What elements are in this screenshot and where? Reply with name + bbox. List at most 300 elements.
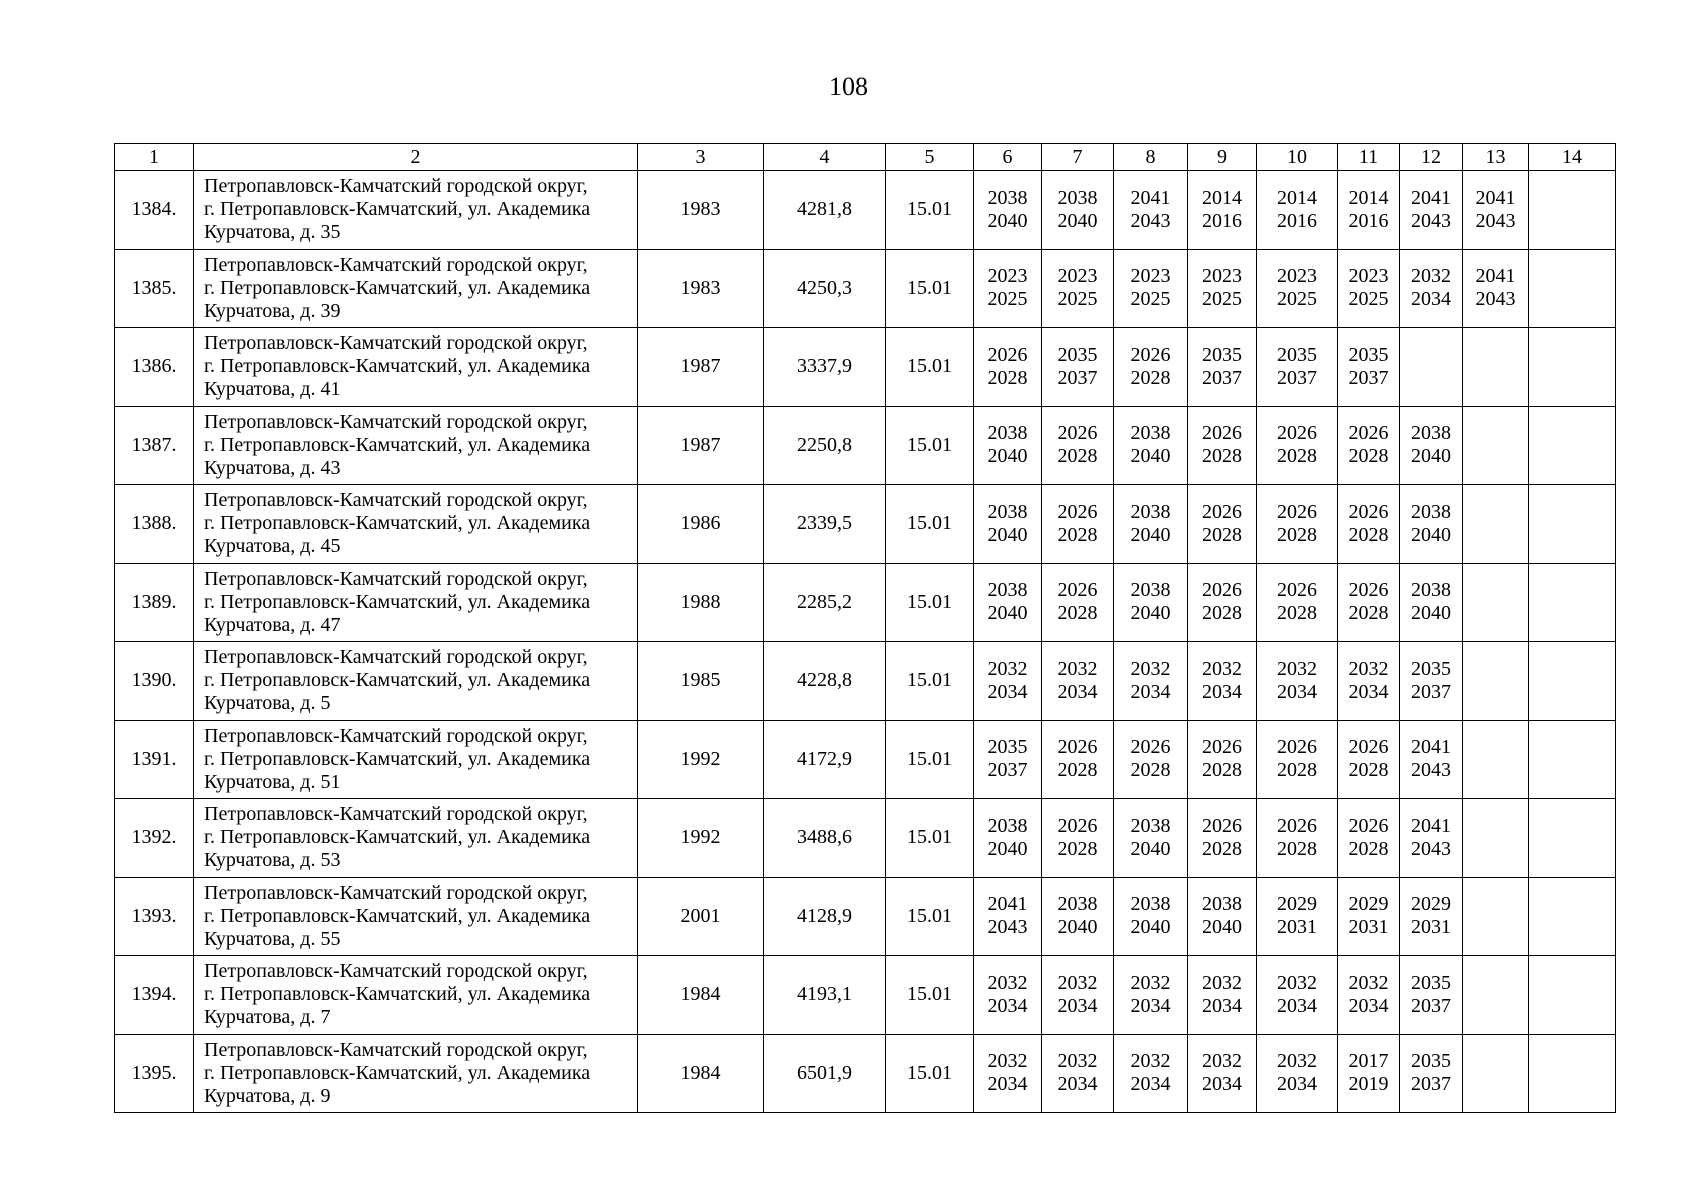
period-start: 2026 xyxy=(1348,579,1389,602)
code-cell: 15.01 xyxy=(886,877,974,956)
total-area: 3337,9 xyxy=(764,328,886,407)
column-header: 13 xyxy=(1463,144,1529,171)
period-end: 2043 xyxy=(1411,209,1451,232)
period-cell xyxy=(1529,956,1616,1035)
code-cell: 15.01 xyxy=(886,328,974,407)
period-cell xyxy=(1042,642,1114,721)
period-cell xyxy=(1188,328,1257,407)
period-cell xyxy=(974,1034,1042,1113)
address-line: г. Петропавловск-Камчатский, ул. Академика xyxy=(204,276,591,299)
period-cell xyxy=(1188,956,1257,1035)
period-end: 2034 xyxy=(987,994,1028,1017)
period-cell xyxy=(1338,799,1400,878)
row-number: 1391. xyxy=(115,720,194,799)
total-area: 4193,1 xyxy=(764,956,886,1035)
period-end: 2034 xyxy=(1348,680,1389,703)
address-line: Петропавловск-Камчатский городской округ, xyxy=(204,332,588,355)
period-start: 2026 xyxy=(1057,579,1098,602)
address-line: Курчатова, д. 39 xyxy=(204,299,341,322)
period-cell xyxy=(974,406,1042,485)
period-end: 2028 xyxy=(1277,759,1317,782)
address-cell xyxy=(194,642,638,721)
period-start: 2023 xyxy=(1277,265,1317,288)
code-cell: 15.01 xyxy=(886,406,974,485)
period-end: 2028 xyxy=(1348,523,1389,546)
period-cell xyxy=(1042,563,1114,642)
period-start: 2026 xyxy=(1348,736,1389,759)
period-cell xyxy=(1114,563,1188,642)
period-end: 2037 xyxy=(987,759,1028,782)
period-cell xyxy=(1188,249,1257,328)
code-cell: 15.01 xyxy=(886,485,974,564)
period-end: 2034 xyxy=(987,680,1028,703)
period-cell xyxy=(1188,642,1257,721)
period-cell xyxy=(1400,563,1463,642)
period-cell xyxy=(1257,249,1338,328)
period-start: 2032 xyxy=(1130,1050,1171,1073)
period-start: 2035 xyxy=(1277,343,1317,366)
code-cell: 15.01 xyxy=(886,249,974,328)
period-end: 2025 xyxy=(1348,288,1389,311)
period-start: 2023 xyxy=(1202,265,1242,288)
period-cell xyxy=(1400,642,1463,721)
period-end: 2040 xyxy=(987,602,1028,625)
period-start: 2032 xyxy=(1057,1050,1098,1073)
row-number: 1385. xyxy=(115,249,194,328)
period-end: 2037 xyxy=(1411,680,1451,703)
period-cell xyxy=(1114,485,1188,564)
period-start: 2026 xyxy=(1348,422,1389,445)
period-start: 2038 xyxy=(987,814,1028,837)
period-end: 2025 xyxy=(987,288,1028,311)
period-cell xyxy=(1463,956,1529,1035)
period-start: 2026 xyxy=(1130,343,1171,366)
period-end: 2028 xyxy=(1057,759,1098,782)
period-cell xyxy=(974,328,1042,407)
period-start: 2035 xyxy=(1411,1050,1451,1073)
period-cell xyxy=(1188,1034,1257,1113)
period-end: 2025 xyxy=(1057,288,1098,311)
period-end: 2040 xyxy=(1130,445,1171,468)
address-cell xyxy=(194,956,638,1035)
period-start: 2032 xyxy=(1130,971,1171,994)
period-start: 2038 xyxy=(987,500,1028,523)
period-cell xyxy=(1400,877,1463,956)
address-line: Курчатова, д. 43 xyxy=(204,456,341,479)
period-end: 2028 xyxy=(1348,759,1389,782)
period-end: 2028 xyxy=(1277,445,1317,468)
code-cell: 15.01 xyxy=(886,171,974,250)
period-end: 2043 xyxy=(987,916,1028,939)
period-start: 2029 xyxy=(1411,893,1451,916)
period-start: 2026 xyxy=(1202,579,1242,602)
period-end: 2031 xyxy=(1411,916,1451,939)
period-start: 2014 xyxy=(1277,186,1317,209)
row-number: 1392. xyxy=(115,799,194,878)
period-start: 2026 xyxy=(1277,579,1317,602)
period-cell xyxy=(1338,1034,1400,1113)
address-line: Петропавловск-Камчатский городской округ, xyxy=(204,253,588,276)
period-cell xyxy=(1042,799,1114,878)
total-area: 3488,6 xyxy=(764,799,886,878)
page-number: 108 xyxy=(829,72,868,101)
period-end: 2028 xyxy=(1348,602,1389,625)
period-end: 2028 xyxy=(1057,602,1098,625)
period-cell xyxy=(1338,563,1400,642)
period-start: 2026 xyxy=(1202,422,1242,445)
table-header xyxy=(115,144,1616,171)
period-start: 2032 xyxy=(1277,1050,1317,1073)
period-end: 2040 xyxy=(987,837,1028,860)
period-cell xyxy=(1338,328,1400,407)
build-year: 1992 xyxy=(638,720,764,799)
period-cell xyxy=(1114,406,1188,485)
period-cell xyxy=(1463,171,1529,250)
address-cell xyxy=(194,720,638,799)
period-start: 2026 xyxy=(1130,736,1171,759)
column-header: 7 xyxy=(1042,144,1114,171)
period-end: 2037 xyxy=(1202,366,1242,389)
build-year: 2001 xyxy=(638,877,764,956)
period-cell xyxy=(1114,1034,1188,1113)
period-cell xyxy=(1042,249,1114,328)
period-start: 2041 xyxy=(987,893,1028,916)
period-cell xyxy=(1257,171,1338,250)
table-row xyxy=(115,877,1616,956)
period-end: 2028 xyxy=(1348,837,1389,860)
period-cell xyxy=(1042,956,1114,1035)
period-end: 2028 xyxy=(1202,602,1242,625)
period-cell xyxy=(1257,956,1338,1035)
period-cell xyxy=(974,485,1042,564)
period-start: 2026 xyxy=(1348,500,1389,523)
address-line: г. Петропавловск-Камчатский, ул. Академика xyxy=(204,1061,591,1084)
period-cell xyxy=(1188,799,1257,878)
period-end: 2034 xyxy=(1057,1073,1098,1096)
period-cell xyxy=(1114,642,1188,721)
address-line: Петропавловск-Камчатский городской округ, xyxy=(204,724,588,747)
period-start: 2032 xyxy=(1202,971,1242,994)
period-end: 2040 xyxy=(987,209,1028,232)
row-number: 1388. xyxy=(115,485,194,564)
address-line: Курчатова, д. 5 xyxy=(204,692,331,715)
build-year: 1984 xyxy=(638,1034,764,1113)
table-row xyxy=(115,720,1616,799)
address-line: Курчатова, д. 53 xyxy=(204,849,341,872)
code-cell: 15.01 xyxy=(886,1034,974,1113)
table-row xyxy=(115,799,1616,878)
period-end: 2034 xyxy=(987,1073,1028,1096)
period-cell xyxy=(1400,328,1463,407)
period-start: 2014 xyxy=(1202,186,1242,209)
period-start: 2032 xyxy=(1348,657,1389,680)
period-end: 2043 xyxy=(1475,209,1516,232)
period-cell xyxy=(1257,328,1338,407)
period-start: 2032 xyxy=(1348,971,1389,994)
period-start: 2035 xyxy=(1348,343,1389,366)
total-area: 4128,9 xyxy=(764,877,886,956)
table-row xyxy=(115,249,1616,328)
period-start: 2026 xyxy=(1348,814,1389,837)
period-cell xyxy=(1257,485,1338,564)
period-end: 2037 xyxy=(1411,994,1451,1017)
row-number: 1387. xyxy=(115,406,194,485)
period-cell xyxy=(1188,563,1257,642)
period-end: 2028 xyxy=(1277,523,1317,546)
period-cell xyxy=(1338,877,1400,956)
table-body xyxy=(115,171,1616,1113)
period-end: 2031 xyxy=(1277,916,1317,939)
period-cell xyxy=(1463,406,1529,485)
table-row xyxy=(115,642,1616,721)
period-cell xyxy=(1188,406,1257,485)
period-cell xyxy=(1529,328,1616,407)
period-end: 2028 xyxy=(1130,759,1171,782)
period-start: 2032 xyxy=(1057,657,1098,680)
period-end: 2037 xyxy=(1057,366,1098,389)
total-area: 2250,8 xyxy=(764,406,886,485)
period-cell xyxy=(1400,171,1463,250)
period-cell xyxy=(1463,642,1529,721)
period-end: 2028 xyxy=(1130,366,1171,389)
period-start: 2038 xyxy=(1130,422,1171,445)
code-cell: 15.01 xyxy=(886,563,974,642)
period-start: 2038 xyxy=(1130,500,1171,523)
period-cell xyxy=(1400,956,1463,1035)
period-cell xyxy=(1529,720,1616,799)
period-cell xyxy=(1114,877,1188,956)
code-cell: 15.01 xyxy=(886,720,974,799)
period-start: 2035 xyxy=(1057,343,1098,366)
period-end: 2043 xyxy=(1130,209,1171,232)
period-cell xyxy=(1463,877,1529,956)
period-start: 2029 xyxy=(1277,893,1317,916)
period-end: 2040 xyxy=(1130,916,1171,939)
period-end: 2040 xyxy=(1411,602,1451,625)
period-cell xyxy=(1257,642,1338,721)
period-cell xyxy=(1338,642,1400,721)
period-end: 2025 xyxy=(1277,288,1317,311)
build-year: 1986 xyxy=(638,485,764,564)
column-header: 4 xyxy=(764,144,886,171)
period-end: 2034 xyxy=(1057,680,1098,703)
period-end: 2040 xyxy=(1411,523,1451,546)
period-cell xyxy=(974,563,1042,642)
period-cell xyxy=(1400,799,1463,878)
table-row xyxy=(115,328,1616,407)
period-start: 2032 xyxy=(1202,1050,1242,1073)
address-line: г. Петропавловск-Камчатский, ул. Академика xyxy=(204,198,591,221)
period-end: 2034 xyxy=(1130,680,1171,703)
period-end: 2025 xyxy=(1202,288,1242,311)
period-cell xyxy=(974,720,1042,799)
row-number: 1394. xyxy=(115,956,194,1035)
address-line: г. Петропавловск-Камчатский, ул. Академика xyxy=(204,669,591,692)
address-cell xyxy=(194,563,638,642)
period-end: 2028 xyxy=(1202,837,1242,860)
period-start: 2038 xyxy=(1411,422,1451,445)
period-end: 2043 xyxy=(1475,288,1516,311)
period-cell xyxy=(1042,328,1114,407)
address-line: Курчатова, д. 7 xyxy=(204,1006,331,1029)
period-end: 2028 xyxy=(1348,445,1389,468)
address-cell xyxy=(194,1034,638,1113)
period-end: 2028 xyxy=(1202,523,1242,546)
row-number: 1389. xyxy=(115,563,194,642)
address-cell xyxy=(194,406,638,485)
period-start: 2041 xyxy=(1130,186,1171,209)
period-cell xyxy=(974,956,1042,1035)
period-end: 2028 xyxy=(987,366,1028,389)
address-cell xyxy=(194,249,638,328)
period-end: 2034 xyxy=(1348,994,1389,1017)
address-line: г. Петропавловск-Камчатский, ул. Академика xyxy=(204,590,591,613)
column-number-row xyxy=(115,144,1616,171)
period-cell xyxy=(1400,720,1463,799)
period-end: 2040 xyxy=(1130,523,1171,546)
address-cell xyxy=(194,877,638,956)
period-cell xyxy=(1529,877,1616,956)
period-start: 2032 xyxy=(1057,971,1098,994)
period-start: 2023 xyxy=(1057,265,1098,288)
period-cell xyxy=(1042,406,1114,485)
address-line: Курчатова, д. 35 xyxy=(204,221,341,244)
period-start: 2035 xyxy=(1411,971,1451,994)
period-start: 2026 xyxy=(1202,500,1242,523)
address-line: г. Петропавловск-Камчатский, ул. Академика xyxy=(204,826,591,849)
period-cell xyxy=(1257,720,1338,799)
period-end: 2034 xyxy=(1202,680,1242,703)
period-start: 2014 xyxy=(1348,186,1389,209)
period-cell xyxy=(1114,249,1188,328)
period-cell xyxy=(1114,171,1188,250)
housing-register-table xyxy=(114,143,1616,1113)
build-year: 1987 xyxy=(638,406,764,485)
period-start: 2038 xyxy=(987,422,1028,445)
period-end: 2028 xyxy=(1277,602,1317,625)
period-start: 2023 xyxy=(1130,265,1171,288)
code-cell: 15.01 xyxy=(886,642,974,721)
period-cell xyxy=(1529,249,1616,328)
period-end: 2016 xyxy=(1348,209,1389,232)
period-cell xyxy=(1042,720,1114,799)
period-start: 2029 xyxy=(1348,893,1389,916)
period-end: 2043 xyxy=(1411,837,1451,860)
period-end: 2034 xyxy=(1202,994,1242,1017)
address-line: г. Петропавловск-Камчатский, ул. Академика xyxy=(204,983,591,1006)
period-end: 2028 xyxy=(1057,445,1098,468)
period-start: 2032 xyxy=(1277,657,1317,680)
address-line: Петропавловск-Камчатский городской округ, xyxy=(204,489,588,512)
row-number: 1384. xyxy=(115,171,194,250)
period-cell xyxy=(1463,485,1529,564)
period-start: 2041 xyxy=(1475,265,1516,288)
table-row xyxy=(115,406,1616,485)
period-cell xyxy=(1529,799,1616,878)
column-header: 10 xyxy=(1257,144,1338,171)
row-number: 1386. xyxy=(115,328,194,407)
period-end: 2031 xyxy=(1348,916,1389,939)
period-start: 2023 xyxy=(987,265,1028,288)
column-header: 14 xyxy=(1529,144,1616,171)
column-header: 6 xyxy=(974,144,1042,171)
period-cell xyxy=(1529,171,1616,250)
period-cell xyxy=(1257,406,1338,485)
period-cell xyxy=(1463,720,1529,799)
period-end: 2019 xyxy=(1348,1073,1389,1096)
period-end: 2040 xyxy=(1057,916,1098,939)
period-cell xyxy=(1400,485,1463,564)
period-end: 2040 xyxy=(1202,916,1242,939)
period-cell xyxy=(974,877,1042,956)
period-end: 2037 xyxy=(1411,1073,1451,1096)
period-start: 2026 xyxy=(1277,814,1317,837)
period-cell xyxy=(1529,485,1616,564)
period-end: 2040 xyxy=(987,523,1028,546)
period-end: 2034 xyxy=(1277,994,1317,1017)
build-year: 1988 xyxy=(638,563,764,642)
period-end: 2040 xyxy=(1130,602,1171,625)
period-end: 2028 xyxy=(1057,523,1098,546)
period-cell xyxy=(1257,1034,1338,1113)
table-row xyxy=(115,956,1616,1035)
period-end: 2037 xyxy=(1277,366,1317,389)
period-start: 2032 xyxy=(1130,657,1171,680)
period-start: 2035 xyxy=(1202,343,1242,366)
period-start: 2026 xyxy=(1057,814,1098,837)
period-cell xyxy=(1114,799,1188,878)
period-cell xyxy=(1400,1034,1463,1113)
period-end: 2028 xyxy=(1202,759,1242,782)
total-area: 4172,9 xyxy=(764,720,886,799)
period-cell xyxy=(1529,642,1616,721)
period-start: 2041 xyxy=(1411,186,1451,209)
address-cell xyxy=(194,485,638,564)
period-cell xyxy=(1529,406,1616,485)
address-line: Курчатова, д. 47 xyxy=(204,613,341,636)
period-cell xyxy=(1338,171,1400,250)
period-start: 2038 xyxy=(1057,893,1098,916)
address-line: Петропавловск-Камчатский городской округ, xyxy=(204,410,588,433)
period-cell xyxy=(1338,406,1400,485)
period-cell xyxy=(974,249,1042,328)
period-cell xyxy=(1257,877,1338,956)
column-header: 1 xyxy=(115,144,194,171)
period-end: 2028 xyxy=(1057,837,1098,860)
period-cell xyxy=(1463,799,1529,878)
period-cell xyxy=(1338,485,1400,564)
column-header: 11 xyxy=(1338,144,1400,171)
period-start: 2038 xyxy=(1202,893,1242,916)
address-line: Петропавловск-Камчатский городской округ, xyxy=(204,175,588,198)
period-start: 2026 xyxy=(1277,422,1317,445)
table-row xyxy=(115,171,1616,250)
period-start: 2032 xyxy=(1202,657,1242,680)
period-end: 2016 xyxy=(1202,209,1242,232)
total-area: 2285,2 xyxy=(764,563,886,642)
row-number: 1395. xyxy=(115,1034,194,1113)
period-start: 2041 xyxy=(1411,814,1451,837)
period-cell xyxy=(1042,877,1114,956)
column-header: 9 xyxy=(1188,144,1257,171)
column-header: 2 xyxy=(194,144,638,171)
period-end: 2040 xyxy=(1130,837,1171,860)
address-line: Курчатова, д. 41 xyxy=(204,378,341,401)
period-start: 2038 xyxy=(1057,186,1098,209)
period-end: 2034 xyxy=(1130,994,1171,1017)
period-start: 2038 xyxy=(1411,500,1451,523)
total-area: 2339,5 xyxy=(764,485,886,564)
